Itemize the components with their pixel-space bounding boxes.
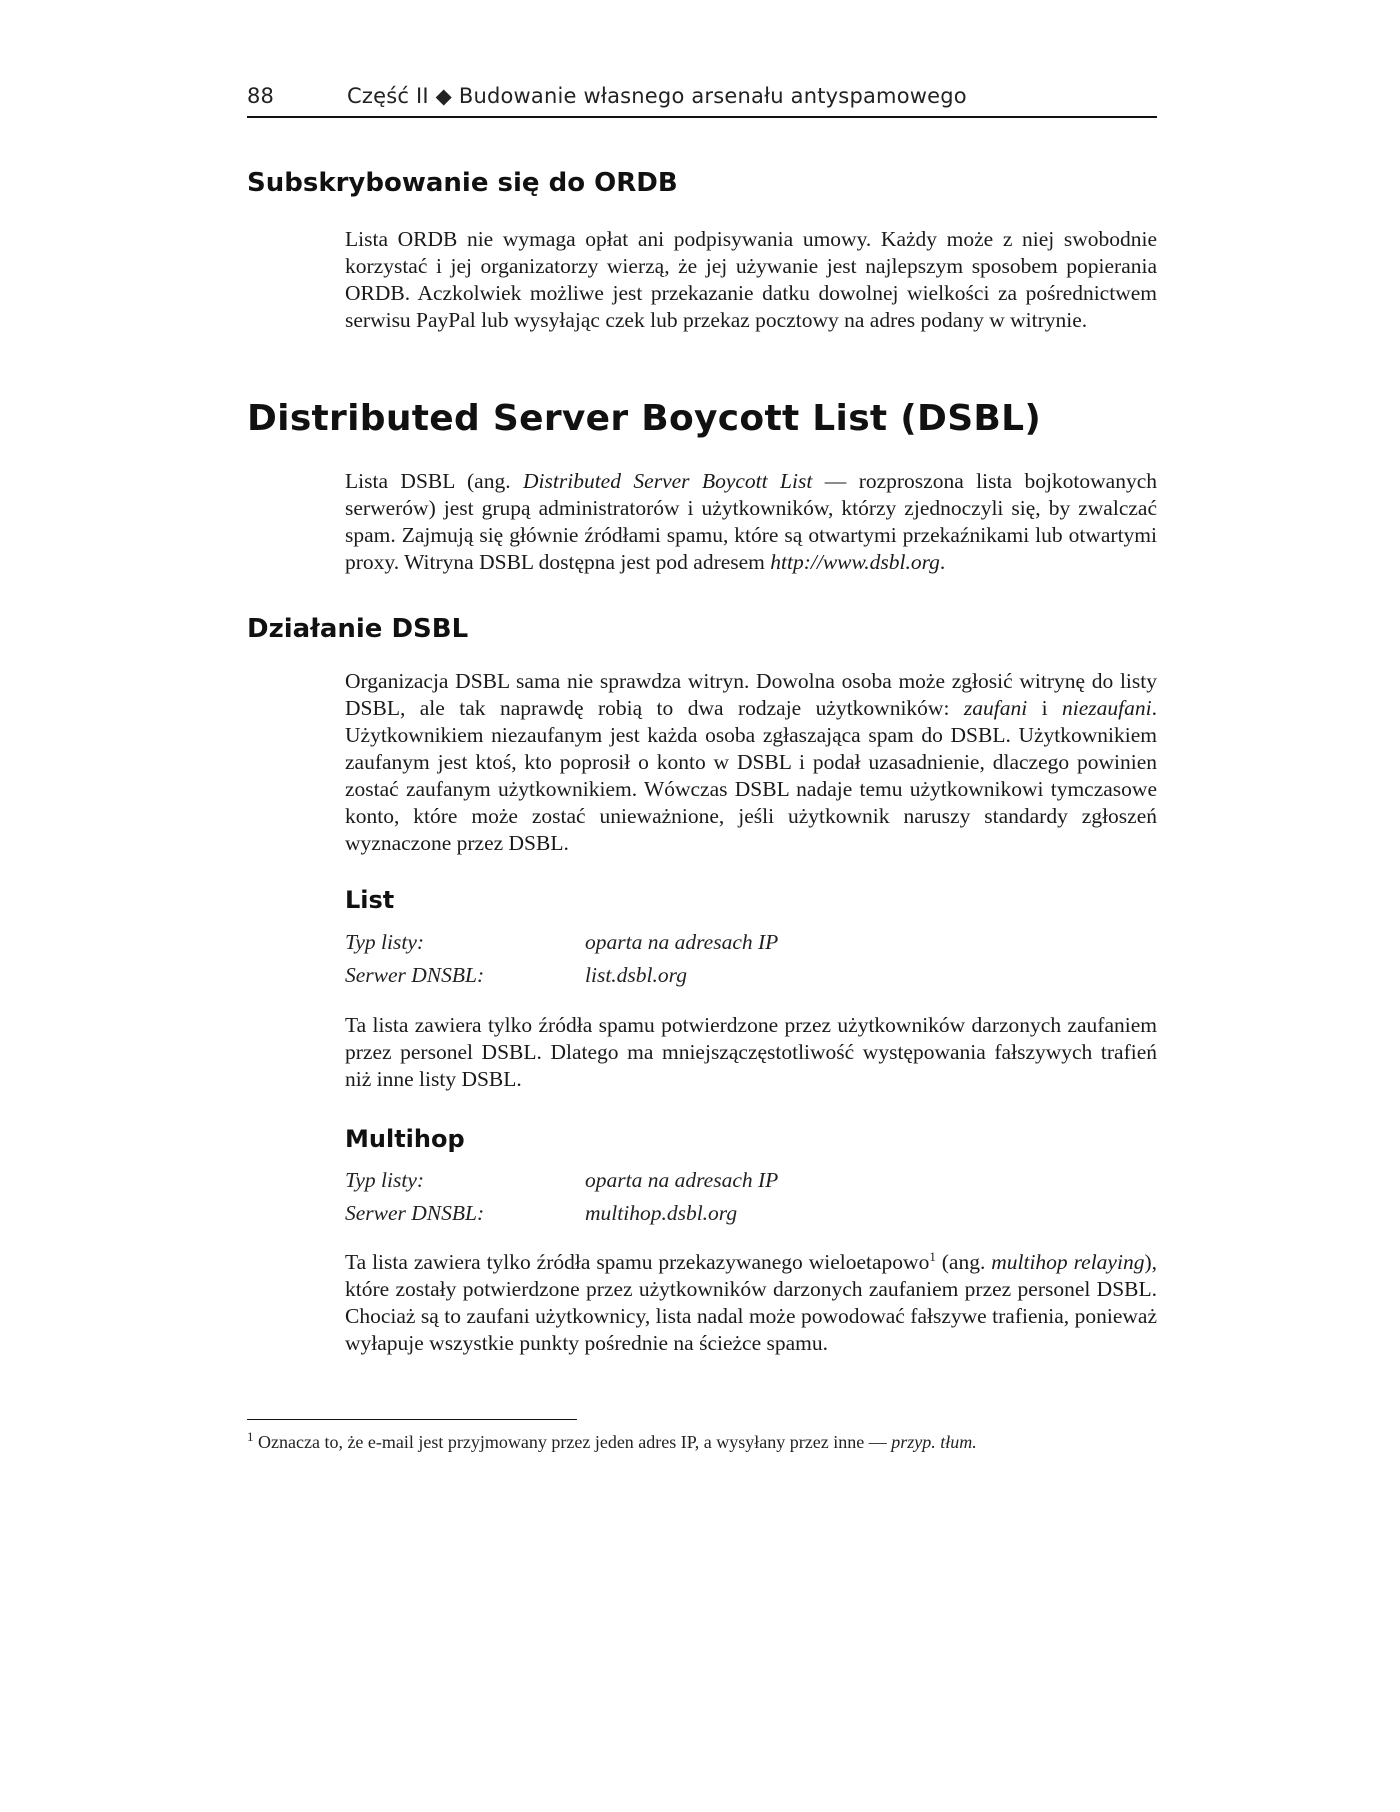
definition-row: [345, 926, 1157, 959]
multihop-definition-table: [345, 1164, 1157, 1230]
page-number: 88: [247, 84, 275, 108]
definition-value: multihop.dsbl.org: [585, 1201, 738, 1225]
footnote-reference: 1: [929, 1248, 936, 1264]
text-segment: . Użytkownikiem niezaufanym jest każda osoba zgłaszająca spam do DSBL. Użytkownikiem zaufanym jest ktoś, kto poprosił o konto w DSBL i podał uzasadnienie, dlaczego powinien zostać zaufanym użytkownikiem. Wówczas DSBL nadaje temu użytkownikowi tymczasowe konto, które może zostać unieważnione, jeśli użytkownik naruszy standardy zgłoszeń wyznaczone przez DSBL.: [345, 696, 1157, 855]
definition-label: Serwer DNSBL:: [345, 1201, 485, 1225]
footnote-italic: przyp. tłum.: [891, 1432, 977, 1452]
definition-value: oparta na adresach IP: [585, 930, 779, 954]
text-segment: (ang.: [935, 1250, 992, 1274]
paragraph-dsbl-operation: [345, 668, 1157, 857]
list-definition-table: [345, 926, 1157, 992]
running-header: [247, 84, 1157, 118]
definition-label: Serwer DNSBL:: [345, 963, 485, 987]
heading-dsbl-operation: Działanie DSBL: [247, 614, 469, 644]
text-segment: i: [1027, 696, 1063, 720]
paragraph-list: Ta lista zawiera tylko źródła spamu potwierdzone przez użytkowników darzonych zaufaniem przez personel DSBL. Dlatego ma mniejszączęstotliwość występowania fałszywych trafień niż inne listy DSBL.: [345, 1013, 1157, 1091]
paragraph-multihop: [345, 1249, 1157, 1357]
definition-label: Typ listy:: [345, 1168, 425, 1192]
heading-dsbl: Distributed Server Boycott List (DSBL): [247, 398, 1042, 439]
heading-list: List: [345, 886, 395, 914]
italic-term-trusted: zaufani: [963, 696, 1028, 720]
text-segment: Ta lista zawiera tylko źródła spamu przekazywanego wieloetapowo: [345, 1250, 930, 1274]
italic-term: multihop relaying: [991, 1250, 1145, 1274]
definition-row: [345, 1197, 1157, 1230]
paragraph-ordb: Lista ORDB nie wymaga opłat ani podpisywania umowy. Każdy może z niej swobodnie korzystać i jej organizatorzy wierzą, że jej używanie jest najlepszym sposobem popierania ORDB. Aczkolwiek możliwe jest przekazanie datku dowolnej wielkości za pośrednictwem serwisu PayPal lub wysyłając czek lub przekaz pocztowy na adres podany w witrynie.: [345, 227, 1157, 332]
text-segment: .: [939, 550, 946, 574]
footnote: [247, 1429, 1157, 1453]
definition-value: oparta na adresach IP: [585, 1168, 779, 1192]
running-title: Część II ◆ Budowanie własnego arsenału antyspamowego: [347, 84, 967, 108]
heading-multihop: Multihop: [345, 1125, 465, 1153]
definition-label: Typ listy:: [345, 930, 425, 954]
text-segment: — rozproszona lista bojkotowanych serwerów) jest grupą administratorów i użytkowników, którzy zjednoczyli się, by zwalczać spam. Zajmują się głównie źródłami spamu, które są otwartymi przekaźnikami lub otwartymi proxy. Witryna DSBL dostępna jest pod adresem: [345, 469, 1158, 574]
italic-term-untrusted: niezaufani: [1062, 696, 1152, 720]
text-segment: ), które zostały potwierdzone przez użytkowników darzonych zaufaniem przez personel DSBL. Chociaż są to zaufani użytkownicy, lista nadal może powodować fałszywe trafienia, ponieważ wyłapuje wszystkie punkty pośrednie na ścieżce spamu.: [345, 1250, 1157, 1355]
heading-ordb-subscription: Subskrybowanie się do ORDB: [247, 168, 678, 198]
footnote-number: 1: [247, 1429, 254, 1444]
paragraph-dsbl-intro: [345, 468, 1157, 576]
dsbl-url: http://www.dsbl.org: [770, 550, 940, 574]
definition-value: list.dsbl.org: [585, 963, 687, 987]
text-segment: Lista DSBL (ang.: [345, 469, 524, 493]
footnote-divider: [247, 1419, 577, 1420]
definition-row: [345, 959, 1157, 992]
italic-term: Distributed Server Boycott List: [523, 469, 813, 493]
text-segment: Organizacja DSBL sama nie sprawdza witryn. Dowolna osoba może zgłosić witrynę do listy DSBL, ale tak naprawdę robią to dwa rodzaje użytkowników:: [345, 669, 1157, 720]
footnote-text: Oznacza to, że e-mail jest przyjmowany przez jeden adres IP, a wysyłany przez inne —: [253, 1432, 892, 1452]
definition-row: [345, 1164, 1157, 1197]
